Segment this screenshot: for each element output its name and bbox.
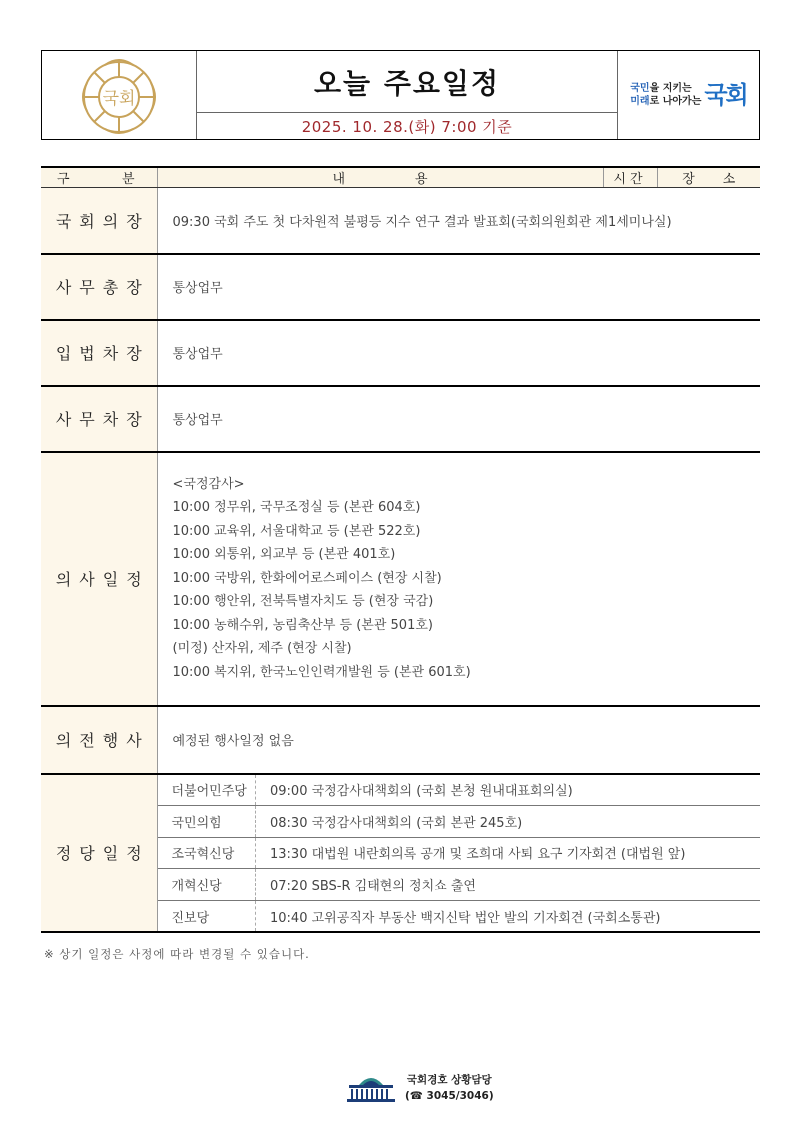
party-row [158, 806, 761, 837]
slogan-text: 국민을 지키는 미래로 나아가는 [630, 83, 702, 107]
party-name: 조국혁신당 [158, 837, 256, 868]
party-row [158, 869, 761, 900]
header-time: 시간 [603, 167, 657, 188]
list-item: <국정감사> [172, 476, 245, 492]
table-row [41, 320, 760, 386]
assembly-logo-icon: 국회 [704, 81, 747, 109]
svg-text:국회: 국회 [102, 89, 136, 109]
table-row [41, 774, 760, 933]
content-parties [157, 774, 760, 933]
slogan-logo-area [617, 51, 759, 139]
table-row [41, 452, 760, 706]
category-secretary-general: 사무총장 [41, 254, 157, 320]
category-deputy-secretary: 사무차장 [41, 386, 157, 452]
category-speaker: 국회의장 [41, 188, 157, 254]
content-legislative-deputy: 통상업무 [157, 320, 760, 386]
content-ceremony: 예정된 행사일정 없음 [157, 706, 760, 774]
list-item: 10:00 복지위, 한국노인인력개발원 등 (본관 601호) [172, 664, 471, 680]
list-item: (미정) 산자위, 제주 (현장 시찰) [172, 641, 352, 657]
header-place: 장 소 [657, 167, 760, 188]
party-event: 10:40 고위공직자 부동산 백지신탁 법안 발의 기자회견 (국회소통관) [270, 910, 661, 926]
list-item: 10:00 농해수위, 농림축산부 등 (본관 501호) [172, 617, 433, 633]
content-agenda [157, 452, 760, 706]
content-deputy-secretary: 통상업무 [157, 386, 760, 452]
party-event: 09:00 국정감사대책회의 (국회 본청 원내대표회의실) [256, 775, 761, 806]
party-row [158, 900, 761, 931]
party-schedule-table [158, 775, 761, 932]
table-header-row [41, 167, 760, 188]
party-name: 진보당 [158, 900, 256, 931]
party-name: 국민의힘 [158, 806, 256, 837]
header-category: 구 분 [41, 167, 157, 188]
list-item: 10:00 외통위, 외교부 등 (본관 401호) [172, 547, 396, 563]
party-name: 개혁신당 [158, 869, 256, 900]
phone-label: (☎ 3045/3046) [405, 1090, 494, 1102]
table-row [41, 188, 760, 254]
table-row [41, 254, 760, 320]
footnote: ※ 상기 일정은 사정에 따라 변경될 수 있습니다. [44, 947, 310, 961]
party-event: 13:30 대법원 내란회의록 공개 및 조희대 사퇴 요구 기자회견 (대법원 앞) [256, 837, 761, 868]
category-legislative-deputy: 입법차장 [41, 320, 157, 386]
content-secretary-general: 통상업무 [157, 254, 760, 320]
table-row [41, 706, 760, 774]
header-content: 내 용 [157, 167, 603, 188]
list-item: 10:00 정무위, 국무조정실 등 (본관 604호) [172, 500, 421, 516]
page-title: 오늘 주요일정 [197, 51, 617, 113]
date-baseline: 2025. 10. 28.(화) 7:00 기준 [301, 117, 513, 136]
party-event: 08:30 국정감사대책회의 (국회 본관 245호) [256, 806, 761, 837]
list-item: 10:00 행안위, 전북특별자치도 등 (현장 국감) [172, 594, 434, 610]
table-row [41, 386, 760, 452]
document-header [41, 50, 760, 140]
list-item: 10:00 교육위, 서울대학교 등 (본관 522호) [172, 523, 421, 539]
content-speaker: 09:30 국회 주도 첫 다차원적 불평등 지수 연구 결과 발표회(국회의원회관 제1세미나실) [157, 188, 760, 254]
category-parties: 정당일정 [41, 774, 157, 933]
party-row [158, 837, 761, 868]
list-item: 10:00 국방위, 한화에어로스페이스 (현장 시찰) [172, 570, 442, 586]
party-row [158, 775, 761, 806]
department-label: 국회경호 상황담당 [406, 1074, 492, 1086]
assembly-building-icon [345, 1073, 397, 1103]
footer [345, 1072, 494, 1104]
agenda-list [173, 473, 761, 685]
national-assembly-emblem-icon [75, 55, 163, 135]
party-name: 더불어민주당 [158, 775, 256, 806]
category-agenda: 의사일정 [41, 452, 157, 706]
emblem-area [42, 51, 197, 139]
category-ceremony: 의전행사 [41, 706, 157, 774]
party-event: 07:20 SBS-R 김태현의 정치쇼 출연 [256, 869, 761, 900]
schedule-table [41, 166, 760, 933]
